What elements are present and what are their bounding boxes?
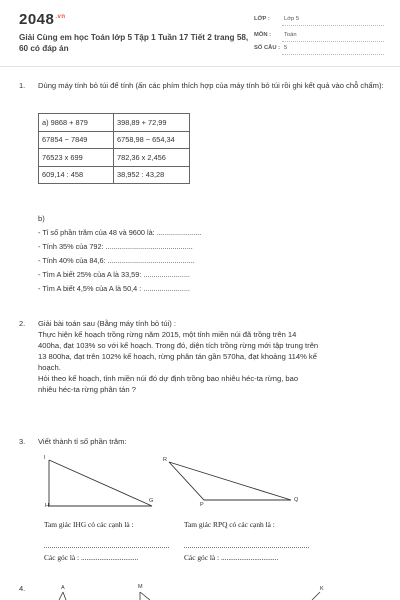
figure-m-edge: [140, 592, 150, 600]
site-logo[interactable]: [19, 11, 66, 28]
table-cell: 782,36 x 2,456: [114, 149, 190, 167]
answer-line: [184, 547, 309, 548]
part-b-item: - Tỉ số phần trăm của 48 và 9600 là: ......................: [38, 228, 202, 237]
question-2-number: 2.: [19, 319, 26, 328]
part-b-item: - Tính 40% của 84,6: ...........................................: [38, 256, 195, 265]
question-2-text: [38, 318, 388, 395]
table-row: [39, 149, 190, 167]
meta-subject-line: [282, 41, 384, 42]
answer-line: [44, 547, 169, 548]
table-cell: 38,952 : 43,28: [114, 166, 190, 184]
figure-label-m: M: [138, 584, 143, 590]
figure-k-edge: [312, 592, 320, 600]
figure-label-k: K: [320, 586, 324, 592]
triangle-ihg-figure: [40, 454, 160, 514]
vertex-label-p: P: [200, 502, 204, 508]
table-cell: 6758,98 − 654,34: [114, 131, 190, 149]
triangle-rpq-figure: [160, 454, 300, 514]
triangle-ihg-angles-prompt: Các góc là : ...............................: [44, 553, 139, 562]
calculation-table: [38, 113, 190, 184]
question-2-line: Hỏi theo kế hoạch, tỉnh miền núi đó dự định trồng bao nhiêu héc-ta rừng, bao: [38, 374, 299, 383]
meta-subject-value: Toán: [284, 32, 297, 38]
header-divider: [0, 66, 400, 67]
part-b-item: - Tìm A biết 25% của A là 33,59: .......................: [38, 270, 190, 279]
meta-subject: [254, 30, 384, 44]
part-b-item: - Tính 35% của 792: ...........................................: [38, 242, 193, 251]
question-3-text: Viết thành tỉ số phần trăm:: [38, 437, 127, 446]
question-4-number: 4.: [19, 584, 26, 593]
vertex-label-h: H: [45, 503, 49, 509]
question-2-line: nhiêu héc-ta rừng phân tán ?: [38, 385, 136, 394]
question-4-figures: [50, 590, 350, 600]
figure-a-edge: [59, 592, 63, 600]
question-2-line: hoạch.: [38, 363, 61, 372]
meta-count-line: [282, 54, 384, 55]
table-cell: 609,14 : 458: [39, 166, 114, 184]
question-2-line: Thực hiện kế hoạch trồng rừng năm 2015, một tỉnh miền núi đã trồng trên 14: [38, 330, 297, 339]
page-header: [0, 0, 400, 64]
vertex-label-g: G: [149, 498, 154, 504]
table-cell: 76523 x 699: [39, 149, 114, 167]
meta-class: [254, 14, 384, 28]
figure-label-a: A: [61, 585, 65, 591]
question-2-line: 13 800ha, đạt trên 102% kế hoạch, rừng phân tán gần 570ha, đạt khoảng 114% kế: [38, 352, 317, 361]
table-cell: 398,89 + 72,99: [114, 114, 190, 132]
table-row: [39, 166, 190, 184]
vertex-label-i: I: [44, 455, 46, 461]
figure-a-edge: [63, 592, 66, 600]
table-row: [39, 131, 190, 149]
question-1-number: 1.: [19, 81, 26, 90]
question-3-number: 3.: [19, 437, 26, 446]
table-cell: a) 9868 + 879: [39, 114, 114, 132]
table-cell: 67854 − 7849: [39, 131, 114, 149]
question-2-line: Giải bài toán sau (Bằng máy tính bỏ túi) :: [38, 319, 177, 328]
meta-subject-key: MÔN :: [254, 32, 272, 38]
triangle-rpq-shape: [169, 462, 291, 500]
document-title: Giải Cùng em học Toán lớp 5 Tập 1 Tuần 17 Tiết 2 trang 58, 60 có đáp án: [19, 33, 249, 53]
meta-count: [254, 43, 384, 57]
triangle-rpq-angles-prompt: Các góc là : ...............................: [184, 553, 279, 562]
table-row: [39, 114, 190, 132]
vertex-label-q: Q: [294, 497, 299, 503]
meta-class-value: Lớp 5: [284, 16, 300, 22]
part-b-item: - Tìm A biết 4,5% của A là 50,4 : .......................: [38, 284, 190, 293]
meta-class-key: LỚP :: [254, 16, 270, 22]
meta-count-value: 5: [284, 45, 288, 51]
triangle-ihg-shape: [49, 460, 152, 506]
meta-count-key: SỐ CÂU :: [254, 45, 281, 51]
triangle-rpq-sides-prompt: Tam giác RPQ có các cạnh là :: [184, 520, 275, 529]
meta-class-line: [282, 25, 384, 26]
question-1-text: Dùng máy tính bỏ túi để tính (ấn các phím thích hợp của máy tính bỏ túi rồi ghi kết quả vào chỗ chấm):: [38, 81, 384, 90]
part-b-label: b): [38, 214, 45, 223]
vertex-label-r: R: [163, 457, 167, 463]
logo-suffix: .vn: [55, 14, 66, 20]
logo-text: 2048: [19, 11, 55, 28]
question-2-line: 400ha, đạt 103% so với kế hoạch. Trong đó, diện tích trồng rừng mới tập trung trên: [38, 341, 319, 350]
triangle-ihg-sides-prompt: Tam giác IHG có các cạnh là :: [44, 520, 134, 529]
